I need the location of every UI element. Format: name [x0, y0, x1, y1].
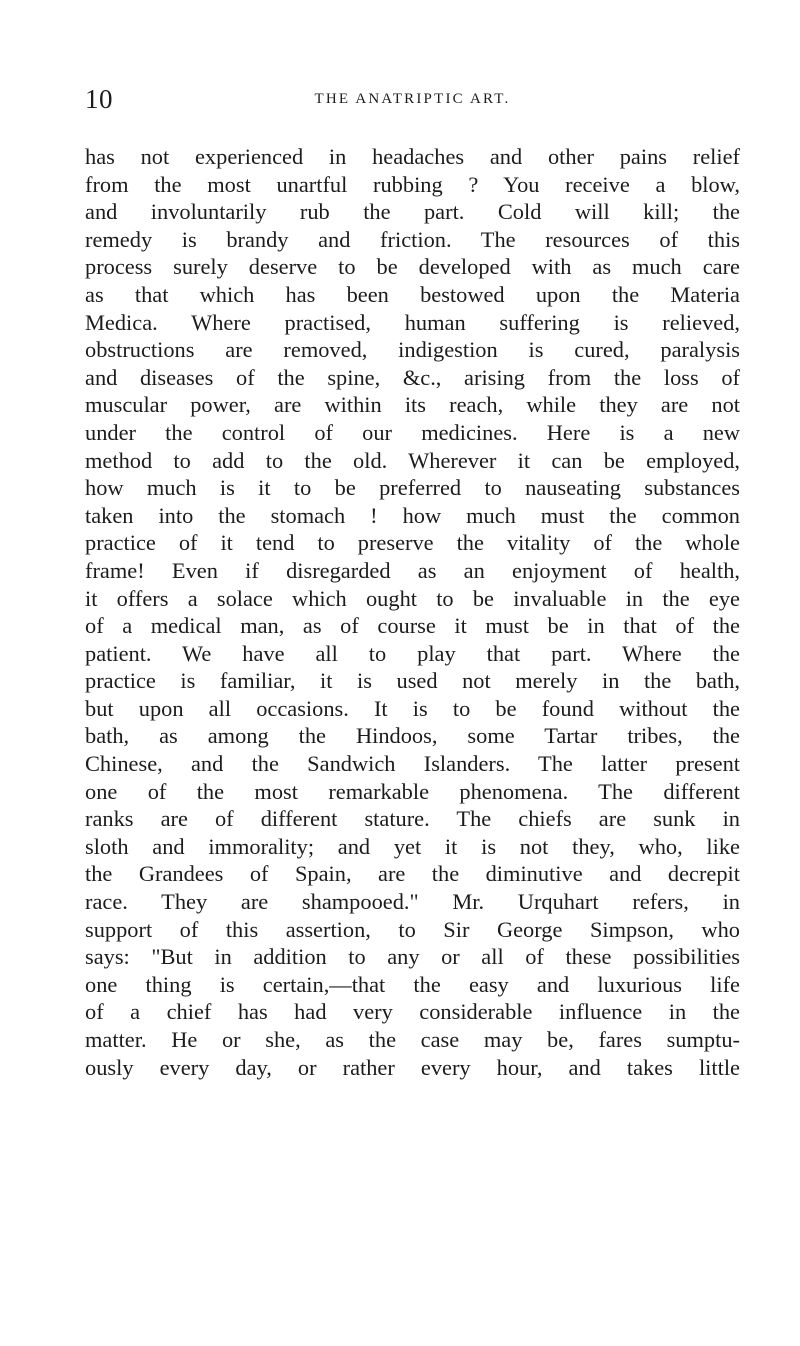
text-line: practice is familiar, it is used not merely in the bath, — [85, 668, 740, 694]
text-line: it offers a solace which ought to be invaluable in the eye — [85, 585, 740, 611]
text-line: the Grandees of Spain, are the diminutive and decrepit — [85, 861, 740, 887]
text-line: says: "But in addition to any or all of these possibilities — [85, 944, 740, 970]
text-line: how much is it to be preferred to nauseating substances — [85, 475, 740, 501]
text-line: frame! Even if disregarded as an enjoyment of health, — [85, 557, 740, 583]
text-line: support of this assertion, to Sir George Simpson, who — [85, 916, 740, 942]
text-line: Medica. Where practised, human suffering is relieved, — [85, 309, 740, 335]
text-line: obstructions are removed, indigestion is cured, paralysis — [85, 337, 740, 363]
text-line: remedy is brandy and friction. The resources of this — [85, 226, 740, 252]
text-line: but upon all occasions. It is to be found without the — [85, 695, 740, 721]
text-line: of a medical man, as of course it must be in that of the — [85, 613, 740, 639]
page-number: 10 — [85, 84, 113, 114]
text-line: patient. We have all to play that part. Where the — [85, 640, 740, 666]
text-line: bath, as among the Hindoos, some Tartar tribes, the — [85, 723, 740, 749]
running-head — [85, 84, 740, 114]
text-line: Chinese, and the Sandwich Islanders. The latter present — [85, 751, 740, 777]
text-line: muscular power, are within its reach, while they are not — [85, 392, 740, 418]
text-line: and involuntarily rub the part. Cold will kill; the — [85, 199, 740, 225]
text-line: of a chief has had very considerable influence in the — [85, 999, 740, 1025]
running-title: THE ANATRIPTIC ART. — [314, 91, 511, 107]
text-line: matter. He or she, as the case may be, fares sumptu- — [85, 1027, 740, 1052]
text-line: and diseases of the spine, &c., arising from the loss of — [85, 364, 740, 390]
text-line: sloth and immorality; and yet it is not they, who, like — [85, 833, 740, 859]
body-paragraph — [85, 143, 740, 1081]
text-line: method to add to the old. Wherever it can be employed, — [85, 447, 740, 473]
text-line: ously every day, or rather every hour, and takes little — [85, 1054, 740, 1080]
text-line: taken into the stomach ! how much must the common — [85, 502, 740, 528]
text-line: process surely deserve to be developed with as much care — [85, 254, 740, 280]
text-line: has not experienced in headaches and other pains relief — [85, 144, 740, 169]
text-line: practice of it tend to preserve the vitality of the whole — [85, 530, 740, 556]
text-line: from the most unartful rubbing ? You receive a blow, — [85, 171, 740, 197]
text-line: one thing is certain,—that the easy and luxurious life — [85, 971, 740, 997]
text-line: one of the most remarkable phenomena. The different — [85, 778, 740, 804]
text-line: race. They are shampooed." Mr. Urquhart refers, in — [85, 889, 740, 915]
text-line: under the control of our medicines. Here is a new — [85, 419, 740, 445]
text-line: ranks are of different stature. The chiefs are sunk in — [85, 806, 740, 832]
text-line: as that which has been bestowed upon the Materia — [85, 281, 740, 307]
